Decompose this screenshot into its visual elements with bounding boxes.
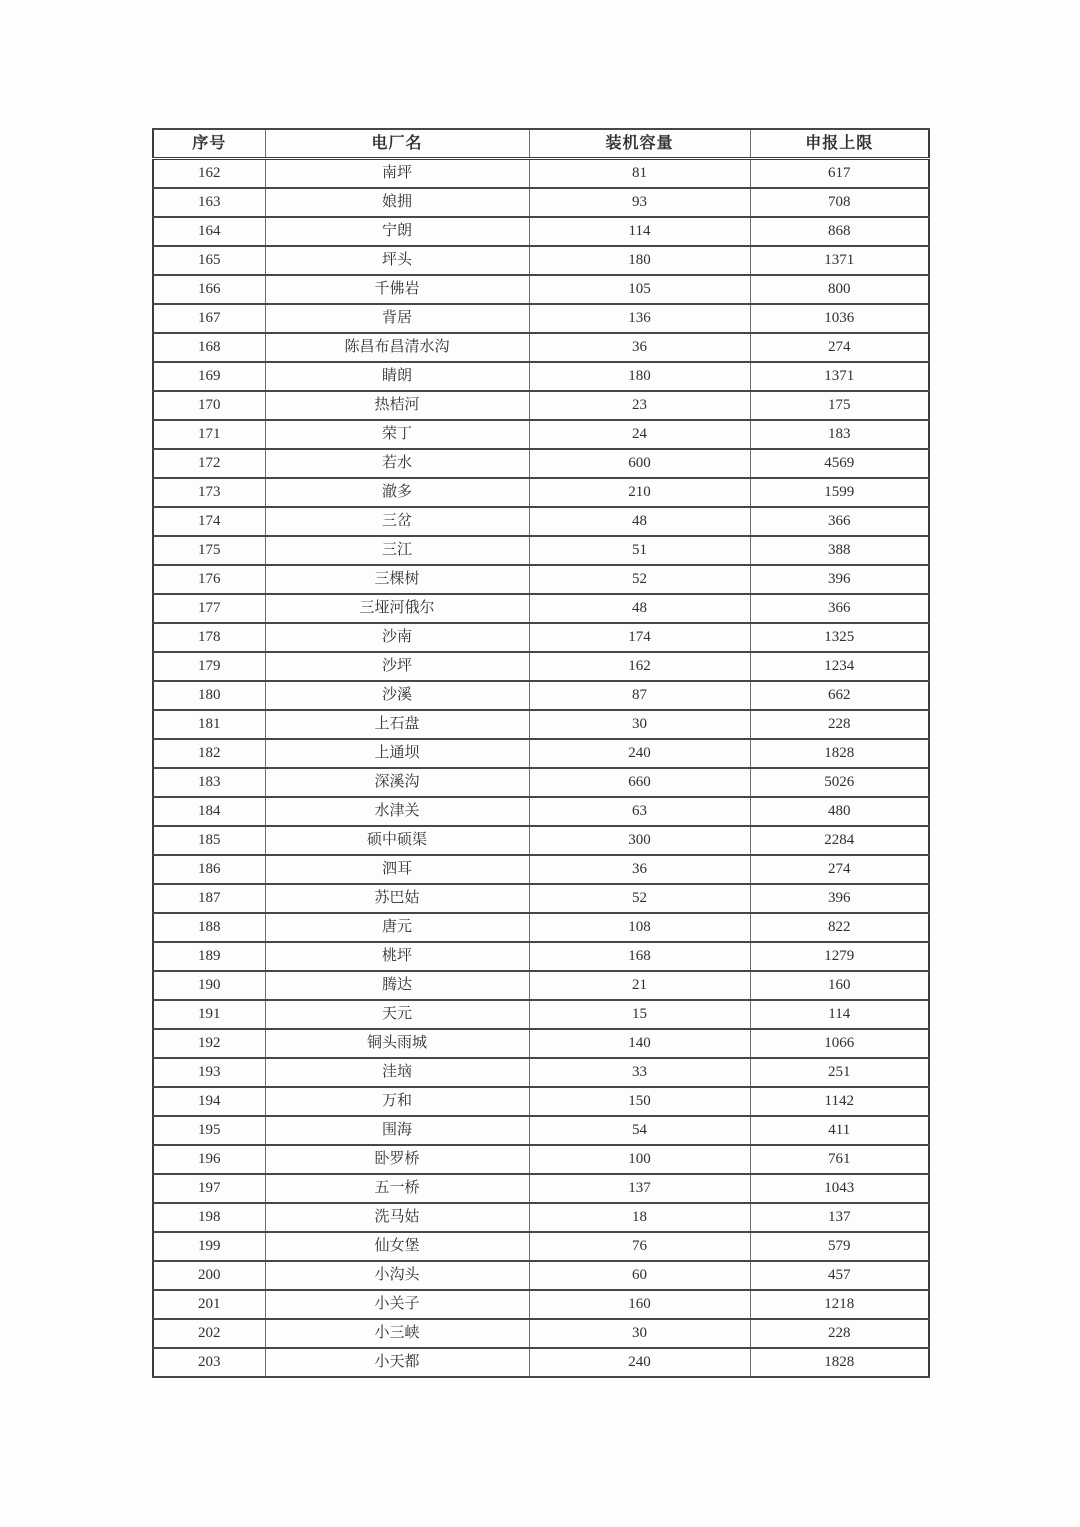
header-plant-name: 电厂名 — [265, 129, 529, 159]
table-row — [153, 739, 929, 768]
table-row — [153, 884, 929, 913]
plant-name-cell: 陈昌布昌清水沟 — [265, 333, 529, 362]
plant-name-cell: 深溪沟 — [265, 768, 529, 797]
table-row — [153, 1261, 929, 1290]
plant-name-cell: 上石盘 — [265, 710, 529, 739]
table-row — [153, 710, 929, 739]
table-row — [153, 1348, 929, 1377]
table-row — [153, 188, 929, 217]
installed-capacity-cell: 240 — [529, 1348, 750, 1377]
table-row — [153, 159, 929, 189]
row-index-cell: 175 — [153, 536, 265, 565]
table-row — [153, 681, 929, 710]
table-row — [153, 362, 929, 391]
installed-capacity-cell: 23 — [529, 391, 750, 420]
declared-limit-cell: 1218 — [750, 1290, 929, 1319]
row-index-cell: 168 — [153, 333, 265, 362]
table-row — [153, 304, 929, 333]
power-plant-table — [152, 128, 930, 1378]
installed-capacity-cell: 168 — [529, 942, 750, 971]
table-row — [153, 1058, 929, 1087]
row-index-cell: 185 — [153, 826, 265, 855]
installed-capacity-cell: 210 — [529, 478, 750, 507]
declared-limit-cell: 617 — [750, 159, 929, 189]
row-index-cell: 190 — [153, 971, 265, 1000]
installed-capacity-cell: 180 — [529, 362, 750, 391]
row-index-cell: 163 — [153, 188, 265, 217]
declared-limit-cell: 396 — [750, 884, 929, 913]
header-declared-limit: 申报上限 — [750, 129, 929, 159]
installed-capacity-cell: 660 — [529, 768, 750, 797]
row-index-cell: 181 — [153, 710, 265, 739]
row-index-cell: 195 — [153, 1116, 265, 1145]
table-row — [153, 536, 929, 565]
table-row — [153, 478, 929, 507]
installed-capacity-cell: 300 — [529, 826, 750, 855]
installed-capacity-cell: 63 — [529, 797, 750, 826]
declared-limit-cell: 114 — [750, 1000, 929, 1029]
plant-name-cell: 娘拥 — [265, 188, 529, 217]
table-row — [153, 1087, 929, 1116]
table-row — [153, 507, 929, 536]
plant-name-cell: 热桔河 — [265, 391, 529, 420]
row-index-cell: 201 — [153, 1290, 265, 1319]
installed-capacity-cell: 105 — [529, 275, 750, 304]
plant-name-cell: 万和 — [265, 1087, 529, 1116]
declared-limit-cell: 1043 — [750, 1174, 929, 1203]
row-index-cell: 203 — [153, 1348, 265, 1377]
installed-capacity-cell: 160 — [529, 1290, 750, 1319]
row-index-cell: 196 — [153, 1145, 265, 1174]
declared-limit-cell: 411 — [750, 1116, 929, 1145]
installed-capacity-cell: 30 — [529, 1319, 750, 1348]
table-row — [153, 652, 929, 681]
installed-capacity-cell: 21 — [529, 971, 750, 1000]
installed-capacity-cell: 150 — [529, 1087, 750, 1116]
declared-limit-cell: 579 — [750, 1232, 929, 1261]
row-index-cell: 170 — [153, 391, 265, 420]
plant-name-cell: 硕中硕渠 — [265, 826, 529, 855]
table-header — [153, 129, 929, 159]
row-index-cell: 178 — [153, 623, 265, 652]
table-row — [153, 1290, 929, 1319]
row-index-cell: 202 — [153, 1319, 265, 1348]
plant-name-cell: 小沟头 — [265, 1261, 529, 1290]
installed-capacity-cell: 140 — [529, 1029, 750, 1058]
installed-capacity-cell: 76 — [529, 1232, 750, 1261]
row-index-cell: 187 — [153, 884, 265, 913]
row-index-cell: 169 — [153, 362, 265, 391]
installed-capacity-cell: 60 — [529, 1261, 750, 1290]
plant-name-cell: 卧罗桥 — [265, 1145, 529, 1174]
declared-limit-cell: 800 — [750, 275, 929, 304]
row-index-cell: 198 — [153, 1203, 265, 1232]
plant-name-cell: 五一桥 — [265, 1174, 529, 1203]
row-index-cell: 183 — [153, 768, 265, 797]
table-row — [153, 826, 929, 855]
plant-name-cell: 桃坪 — [265, 942, 529, 971]
plant-name-cell: 三棵树 — [265, 565, 529, 594]
row-index-cell: 191 — [153, 1000, 265, 1029]
declared-limit-cell: 183 — [750, 420, 929, 449]
plant-name-cell: 天元 — [265, 1000, 529, 1029]
declared-limit-cell: 228 — [750, 1319, 929, 1348]
declared-limit-cell: 761 — [750, 1145, 929, 1174]
table-row — [153, 391, 929, 420]
declared-limit-cell: 274 — [750, 333, 929, 362]
declared-limit-cell: 1036 — [750, 304, 929, 333]
installed-capacity-cell: 36 — [529, 333, 750, 362]
plant-name-cell: 水津关 — [265, 797, 529, 826]
table-row — [153, 1029, 929, 1058]
declared-limit-cell: 822 — [750, 913, 929, 942]
declared-limit-cell: 175 — [750, 391, 929, 420]
declared-limit-cell: 137 — [750, 1203, 929, 1232]
table-row — [153, 594, 929, 623]
declared-limit-cell: 4569 — [750, 449, 929, 478]
plant-name-cell: 沙坪 — [265, 652, 529, 681]
installed-capacity-cell: 33 — [529, 1058, 750, 1087]
table-row — [153, 275, 929, 304]
table-row — [153, 768, 929, 797]
table-row — [153, 333, 929, 362]
declared-limit-cell: 1371 — [750, 246, 929, 275]
table-row — [153, 1232, 929, 1261]
declared-limit-cell: 480 — [750, 797, 929, 826]
table-row — [153, 1145, 929, 1174]
table-row — [153, 1203, 929, 1232]
declared-limit-cell: 2284 — [750, 826, 929, 855]
plant-name-cell: 洗马姑 — [265, 1203, 529, 1232]
plant-name-cell: 洼垴 — [265, 1058, 529, 1087]
declared-limit-cell: 1325 — [750, 623, 929, 652]
row-index-cell: 167 — [153, 304, 265, 333]
plant-name-cell: 若水 — [265, 449, 529, 478]
row-index-cell: 189 — [153, 942, 265, 971]
plant-name-cell: 仙女堡 — [265, 1232, 529, 1261]
installed-capacity-cell: 136 — [529, 304, 750, 333]
plant-name-cell: 三江 — [265, 536, 529, 565]
plant-name-cell: 宁朗 — [265, 217, 529, 246]
plant-name-cell: 泗耳 — [265, 855, 529, 884]
table-row — [153, 942, 929, 971]
row-index-cell: 182 — [153, 739, 265, 768]
plant-name-cell: 三垭河俄尔 — [265, 594, 529, 623]
installed-capacity-cell: 114 — [529, 217, 750, 246]
plant-name-cell: 铜头雨城 — [265, 1029, 529, 1058]
installed-capacity-cell: 137 — [529, 1174, 750, 1203]
row-index-cell: 166 — [153, 275, 265, 304]
row-index-cell: 171 — [153, 420, 265, 449]
declared-limit-cell: 1599 — [750, 478, 929, 507]
plant-name-cell: 沙溪 — [265, 681, 529, 710]
declared-limit-cell: 366 — [750, 594, 929, 623]
plant-name-cell: 小三峡 — [265, 1319, 529, 1348]
row-index-cell: 174 — [153, 507, 265, 536]
header-installed-capacity: 装机容量 — [529, 129, 750, 159]
installed-capacity-cell: 600 — [529, 449, 750, 478]
installed-capacity-cell: 36 — [529, 855, 750, 884]
row-index-cell: 179 — [153, 652, 265, 681]
table-row — [153, 565, 929, 594]
installed-capacity-cell: 87 — [529, 681, 750, 710]
row-index-cell: 197 — [153, 1174, 265, 1203]
row-index-cell: 192 — [153, 1029, 265, 1058]
declared-limit-cell: 1142 — [750, 1087, 929, 1116]
declared-limit-cell: 274 — [750, 855, 929, 884]
plant-name-cell: 小天都 — [265, 1348, 529, 1377]
table-row — [153, 623, 929, 652]
row-index-cell: 176 — [153, 565, 265, 594]
row-index-cell: 193 — [153, 1058, 265, 1087]
table-row — [153, 217, 929, 246]
declared-limit-cell: 708 — [750, 188, 929, 217]
plant-name-cell: 三岔 — [265, 507, 529, 536]
table-body — [153, 159, 929, 1378]
row-index-cell: 165 — [153, 246, 265, 275]
table-row — [153, 855, 929, 884]
installed-capacity-cell: 162 — [529, 652, 750, 681]
installed-capacity-cell: 52 — [529, 884, 750, 913]
row-index-cell: 194 — [153, 1087, 265, 1116]
table-row — [153, 1174, 929, 1203]
installed-capacity-cell: 48 — [529, 507, 750, 536]
declared-limit-cell: 868 — [750, 217, 929, 246]
table-row — [153, 246, 929, 275]
declared-limit-cell: 1828 — [750, 739, 929, 768]
table-row — [153, 1000, 929, 1029]
declared-limit-cell: 662 — [750, 681, 929, 710]
row-index-cell: 172 — [153, 449, 265, 478]
table-row — [153, 1116, 929, 1145]
installed-capacity-cell: 52 — [529, 565, 750, 594]
declared-limit-cell: 366 — [750, 507, 929, 536]
table-row — [153, 449, 929, 478]
plant-name-cell: 睛朗 — [265, 362, 529, 391]
installed-capacity-cell: 51 — [529, 536, 750, 565]
declared-limit-cell: 1066 — [750, 1029, 929, 1058]
table-row — [153, 913, 929, 942]
installed-capacity-cell: 108 — [529, 913, 750, 942]
installed-capacity-cell: 180 — [529, 246, 750, 275]
plant-name-cell: 小关子 — [265, 1290, 529, 1319]
table-row — [153, 971, 929, 1000]
installed-capacity-cell: 240 — [529, 739, 750, 768]
declared-limit-cell: 251 — [750, 1058, 929, 1087]
installed-capacity-cell: 54 — [529, 1116, 750, 1145]
header-index: 序号 — [153, 129, 265, 159]
plant-name-cell: 唐元 — [265, 913, 529, 942]
row-index-cell: 188 — [153, 913, 265, 942]
installed-capacity-cell: 15 — [529, 1000, 750, 1029]
table-row — [153, 797, 929, 826]
plant-name-cell: 澈多 — [265, 478, 529, 507]
declared-limit-cell: 396 — [750, 565, 929, 594]
plant-name-cell: 坪头 — [265, 246, 529, 275]
declared-limit-cell: 1279 — [750, 942, 929, 971]
plant-name-cell: 千佛岩 — [265, 275, 529, 304]
header-row — [153, 129, 929, 159]
plant-name-cell: 沙南 — [265, 623, 529, 652]
installed-capacity-cell: 174 — [529, 623, 750, 652]
plant-name-cell: 围海 — [265, 1116, 529, 1145]
plant-name-cell: 南坪 — [265, 159, 529, 189]
row-index-cell: 199 — [153, 1232, 265, 1261]
row-index-cell: 164 — [153, 217, 265, 246]
declared-limit-cell: 1371 — [750, 362, 929, 391]
row-index-cell: 180 — [153, 681, 265, 710]
plant-name-cell: 苏巴姑 — [265, 884, 529, 913]
installed-capacity-cell: 100 — [529, 1145, 750, 1174]
declared-limit-cell: 160 — [750, 971, 929, 1000]
declared-limit-cell: 228 — [750, 710, 929, 739]
installed-capacity-cell: 48 — [529, 594, 750, 623]
row-index-cell: 162 — [153, 159, 265, 189]
installed-capacity-cell: 24 — [529, 420, 750, 449]
row-index-cell: 200 — [153, 1261, 265, 1290]
row-index-cell: 173 — [153, 478, 265, 507]
row-index-cell: 186 — [153, 855, 265, 884]
row-index-cell: 177 — [153, 594, 265, 623]
plant-name-cell: 背居 — [265, 304, 529, 333]
plant-name-cell: 腾达 — [265, 971, 529, 1000]
installed-capacity-cell: 81 — [529, 159, 750, 189]
table-row — [153, 420, 929, 449]
installed-capacity-cell: 18 — [529, 1203, 750, 1232]
plant-name-cell: 上通坝 — [265, 739, 529, 768]
table-row — [153, 1319, 929, 1348]
declared-limit-cell: 1234 — [750, 652, 929, 681]
installed-capacity-cell: 30 — [529, 710, 750, 739]
declared-limit-cell: 388 — [750, 536, 929, 565]
declared-limit-cell: 457 — [750, 1261, 929, 1290]
declared-limit-cell: 5026 — [750, 768, 929, 797]
declared-limit-cell: 1828 — [750, 1348, 929, 1377]
row-index-cell: 184 — [153, 797, 265, 826]
plant-name-cell: 荣丁 — [265, 420, 529, 449]
installed-capacity-cell: 93 — [529, 188, 750, 217]
